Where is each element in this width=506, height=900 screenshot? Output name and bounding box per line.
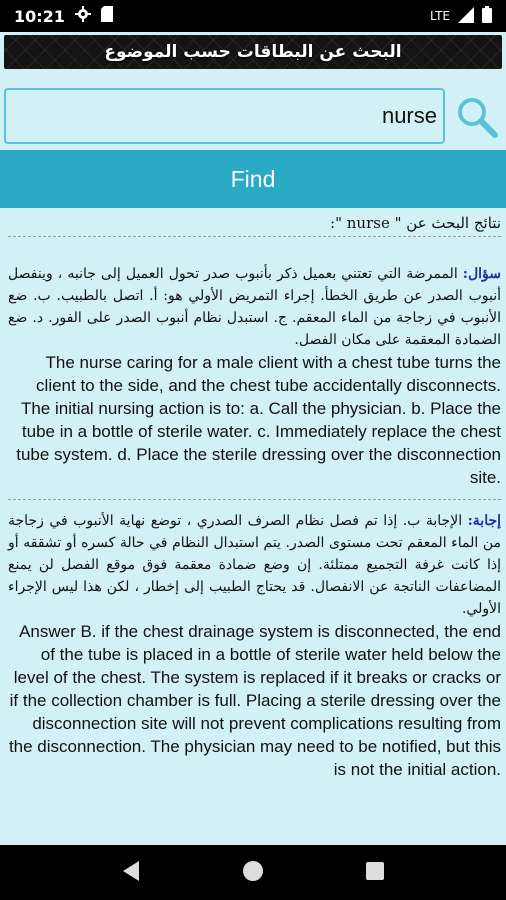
status-bar (0, 0, 506, 32)
page-title: البحث عن البطاقات حسب الموضوع (104, 42, 402, 62)
recents-icon[interactable] (365, 861, 385, 885)
divider (8, 499, 501, 500)
question-arabic-text: الممرضة التي تعتني بعميل ذكر بأنبوب صدر تحول العميل إلى جانبه ، وينفصل أنبوب الصدر عن طريق الخطأ. إجراء التمريض الأولي هو: أ. اتصل بالطبيب. ب. ضع الأنبوب في زجاجة من الماء المعقم. ج. استبدل نظام أنبوب الصدر على الفور. د. ضع الضمادة المعقمة على مكان الفصل. (8, 266, 501, 348)
header-banner (0, 32, 506, 72)
app-content (0, 32, 506, 845)
search-results[interactable] (0, 210, 506, 845)
question-english: The nurse caring for a male client with a chest tube turns the client to the side, and the chest tube accidentally disconnects. The initial nursing action is to: a. Call the physician. b. Place the tube in a bottle of sterile water. c. Immediately replace the chest tube system. d. Place the sterile dressing over the disconnection site. (16, 353, 501, 487)
home-icon[interactable] (242, 860, 264, 886)
navigation-bar (0, 845, 506, 900)
search-row (0, 88, 506, 146)
network-type: LTE (430, 9, 450, 23)
search-input[interactable] (4, 88, 445, 144)
search-icon (455, 95, 499, 139)
results-heading: نتائج البحث عن " nurse ": (8, 214, 501, 237)
status-time: 10:21 (14, 6, 65, 26)
answer-arabic (8, 510, 501, 620)
back-icon[interactable] (121, 860, 141, 886)
find-button[interactable] (0, 150, 506, 208)
question-label: سؤال: (462, 266, 501, 282)
header-background (4, 35, 502, 69)
settings-icon (75, 6, 91, 26)
answer-arabic-text: الإجابة ب. إذا تم فصل نظام الصرف الصدري ، توضع نهاية الأنبوب في زجاجة من الماء المعقم تحت مستوى الصدر. يتم استبدال النظام في حالة كسره أو تشققه أو إذا كانت غرفة التجميع ممتلئة. إن وضع ضمادة معقمة فوق موقع الفصل لن يمنع المضاعفات الناتجة عن الانفصال. قد يحتاج الطبيب إلى إخطار ، لكن هذا ليس الإجراء الأولي. (8, 513, 501, 617)
signal-icon (458, 7, 474, 26)
question-arabic (8, 263, 501, 351)
answer-english: Answer B. if the chest drainage system is disconnected, the end of the tube is placed in a bottle of sterile water held below the level of the chest. The system is replaced if it breaks or cracks or if the collection chamber is full. Placing a sterile dressing over the disconnection site will not prevent complications resulting from the disconnection. The physician may need to be notified, but this is not the initial action. (8, 622, 501, 779)
answer-label: إجابة: (467, 513, 502, 529)
search-button[interactable] (452, 92, 502, 142)
sd-card-icon (101, 6, 113, 26)
find-button-label: Find (230, 165, 276, 192)
battery-icon (482, 6, 492, 26)
